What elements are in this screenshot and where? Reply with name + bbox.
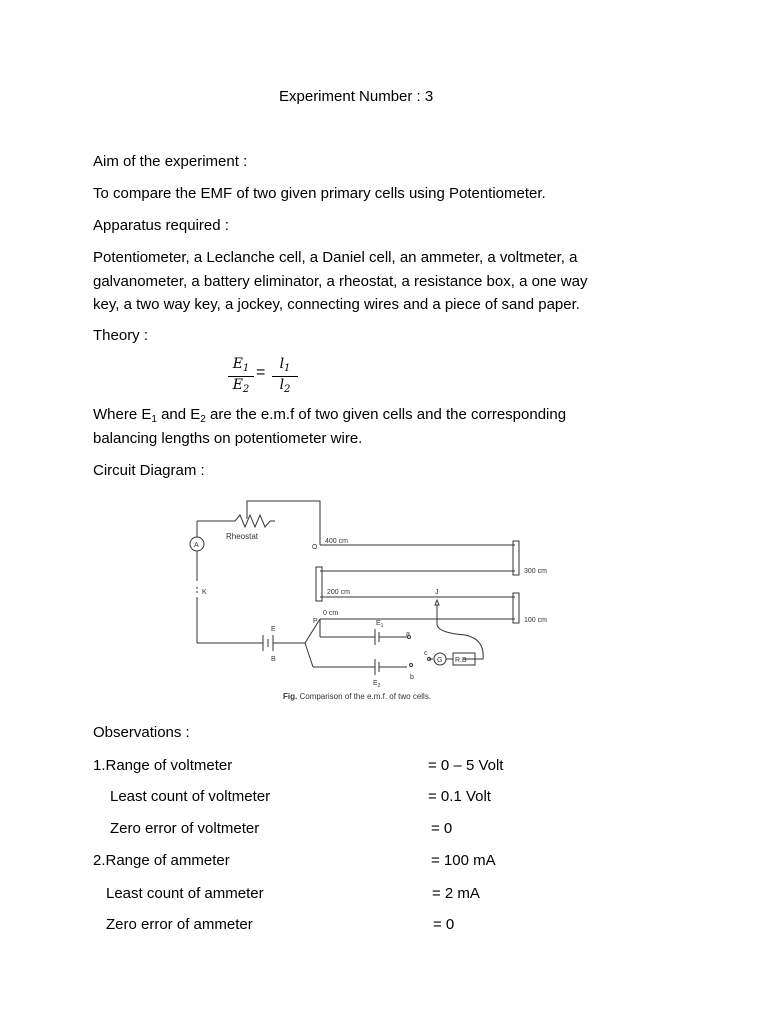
obs-label-voltmeter-zero: Zero error of voltmeter <box>110 820 260 837</box>
theory-heading: Theory : <box>93 327 149 344</box>
jockey-symbol <box>435 600 439 605</box>
battery-e-label: E <box>271 626 276 633</box>
cell-e1-label: $E_1$ <box>376 620 384 629</box>
apparatus-line-2: galvanometer, a battery eliminator, a rheostat, a resistance box, a one way <box>93 273 588 290</box>
experiment-label: Experiment Number : <box>279 88 421 105</box>
obs-label-ammeter-zero: Zero error of ammeter <box>106 916 253 933</box>
diagram-caption: Fig. Comparison of the e.m.f. of two cells. <box>283 692 432 701</box>
where-line-2: balancing lengths on potentiometer wire. <box>93 430 363 447</box>
obs-value-ammeter-zero: = 0 <box>433 916 455 933</box>
experiment-title <box>279 88 433 105</box>
cm200-label: 200 cm <box>327 589 350 596</box>
experiment-number: 3 <box>424 88 434 105</box>
cm400-label: 400 cm <box>325 538 348 545</box>
point-o-label: O <box>312 544 318 551</box>
observations-heading: Observations : <box>93 724 190 741</box>
equals-sign: = <box>256 364 266 381</box>
cell-e2-label: $E_2$ <box>373 680 381 689</box>
rheostat-symbol <box>235 515 270 527</box>
key-label: K <box>202 589 207 596</box>
obs-value-ammeter-lc: = 2 mA <box>432 885 480 902</box>
point-j-label: J <box>435 589 439 596</box>
circuit-diagram <box>185 497 547 709</box>
obs-label-voltmeter-lc: Least count of voltmeter <box>110 788 271 805</box>
where-line-1: Where $E_1$ and $E_2$ are the e.m.f of two given cells and the corresponding <box>93 406 567 425</box>
circuit-heading: Circuit Diagram : <box>93 462 205 479</box>
apparatus-heading: Apparatus required : <box>93 217 229 234</box>
obs-label-voltmeter-range: 1.Range of voltmeter <box>93 757 233 774</box>
terminal-c-label: c <box>424 650 428 657</box>
aim-text: To compare the EMF of two given primary cells using Potentiometer. <box>93 185 546 202</box>
terminal-b-label: b <box>410 674 414 681</box>
terminal-a-label: a <box>406 631 410 638</box>
obs-value-voltmeter-lc: = 0.1 Volt <box>428 788 491 805</box>
cm100-label: 100 cm <box>524 617 547 624</box>
resistance-box-label: R.B <box>455 657 467 664</box>
apparatus-line-3: key, a two way key, a jockey, connecting wires and a piece of sand paper. <box>93 296 580 313</box>
galvanometer-label: G <box>437 657 443 664</box>
obs-value-voltmeter-zero: = 0 <box>431 820 453 837</box>
obs-value-ammeter-range: = 100 mA <box>431 852 496 869</box>
fraction-e1-e2: $E_1$ $E_2$ <box>228 356 254 396</box>
point-p-label: P <box>313 618 318 625</box>
obs-label-ammeter-lc: Least count of ammeter <box>106 885 264 902</box>
obs-label-ammeter-range: 2.Range of ammeter <box>93 852 230 869</box>
cm0-label: 0 cm <box>323 610 339 617</box>
rheostat-label: Rheostat <box>226 532 259 541</box>
obs-value-voltmeter-range: = 0 – 5 Volt <box>428 757 504 774</box>
battery-b-label: B <box>271 656 276 663</box>
apparatus-line-1: Potentiometer, a Leclanche cell, a Daniel cell, an ammeter, a voltmeter, a <box>93 249 578 266</box>
ammeter-label: A <box>194 542 199 549</box>
cm300-label: 300 cm <box>524 568 547 575</box>
fraction-l1-l2: $l_1$ $l_2$ <box>272 356 298 396</box>
aim-heading: Aim of the experiment : <box>93 153 248 170</box>
